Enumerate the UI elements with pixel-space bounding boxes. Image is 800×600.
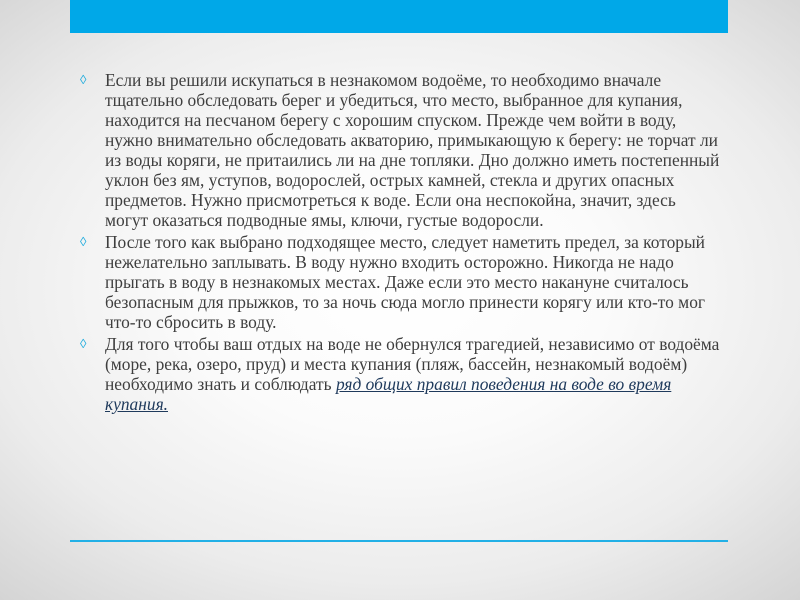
bullet-item-2 bbox=[80, 232, 720, 332]
bullet-item-3 bbox=[80, 334, 720, 414]
bullet-text-3: Для того чтобы ваш отдых на воде не обернулся трагедией, независимо от водоёма (море, река, озеро, пруд) и места купания (пляж, бассейн, незнакомый водоём) необходимо знать и соблюдать bbox=[105, 334, 720, 394]
bullet-text-2: После того как выбрано подходящее место, следует наметить предел, за который нежелательно заплывать. В воду нужно входить осторожно. Никогда не надо прыгать в воду в незнакомых местах. Даже если это место накануне считалось безопасным для прыжков, то за ночь сюда могло принести корягу или кто-то мог что-то сбросить в воду. bbox=[105, 232, 706, 332]
slide-content bbox=[80, 70, 720, 416]
hollow-diamond-icon: ◊ bbox=[80, 336, 87, 351]
hollow-diamond-icon: ◊ bbox=[80, 72, 87, 87]
bottom-divider-line bbox=[70, 540, 728, 542]
bullet-item-1 bbox=[80, 70, 720, 230]
rules-link[interactable]: ряд общих правил поведения на воде во время купания. bbox=[105, 374, 672, 414]
hollow-diamond-icon: ◊ bbox=[80, 234, 87, 249]
top-accent-band bbox=[70, 0, 728, 33]
bullet-text-1: Если вы решили искупаться в незнакомом водоёме, то необходимо вначале тщательно обследовать берег и убедиться, что место, выбранное для купания, находится на песчаном берегу с хорошим спуском. Прежде чем войти в воду, нужно внимательно обследовать акваторию, примыкающую к берегу: не торчат ли из воды коряги, не притаились ли на дне топляки. Дно должно иметь постепенный уклон без ям, уступов, водорослей, острых камней, стекла и других опасных предметов. Нужно присмотреться к воде. Если она неспокойна, значит, здесь могут оказаться подводные ямы, ключи, густые водоросли. bbox=[105, 70, 720, 230]
